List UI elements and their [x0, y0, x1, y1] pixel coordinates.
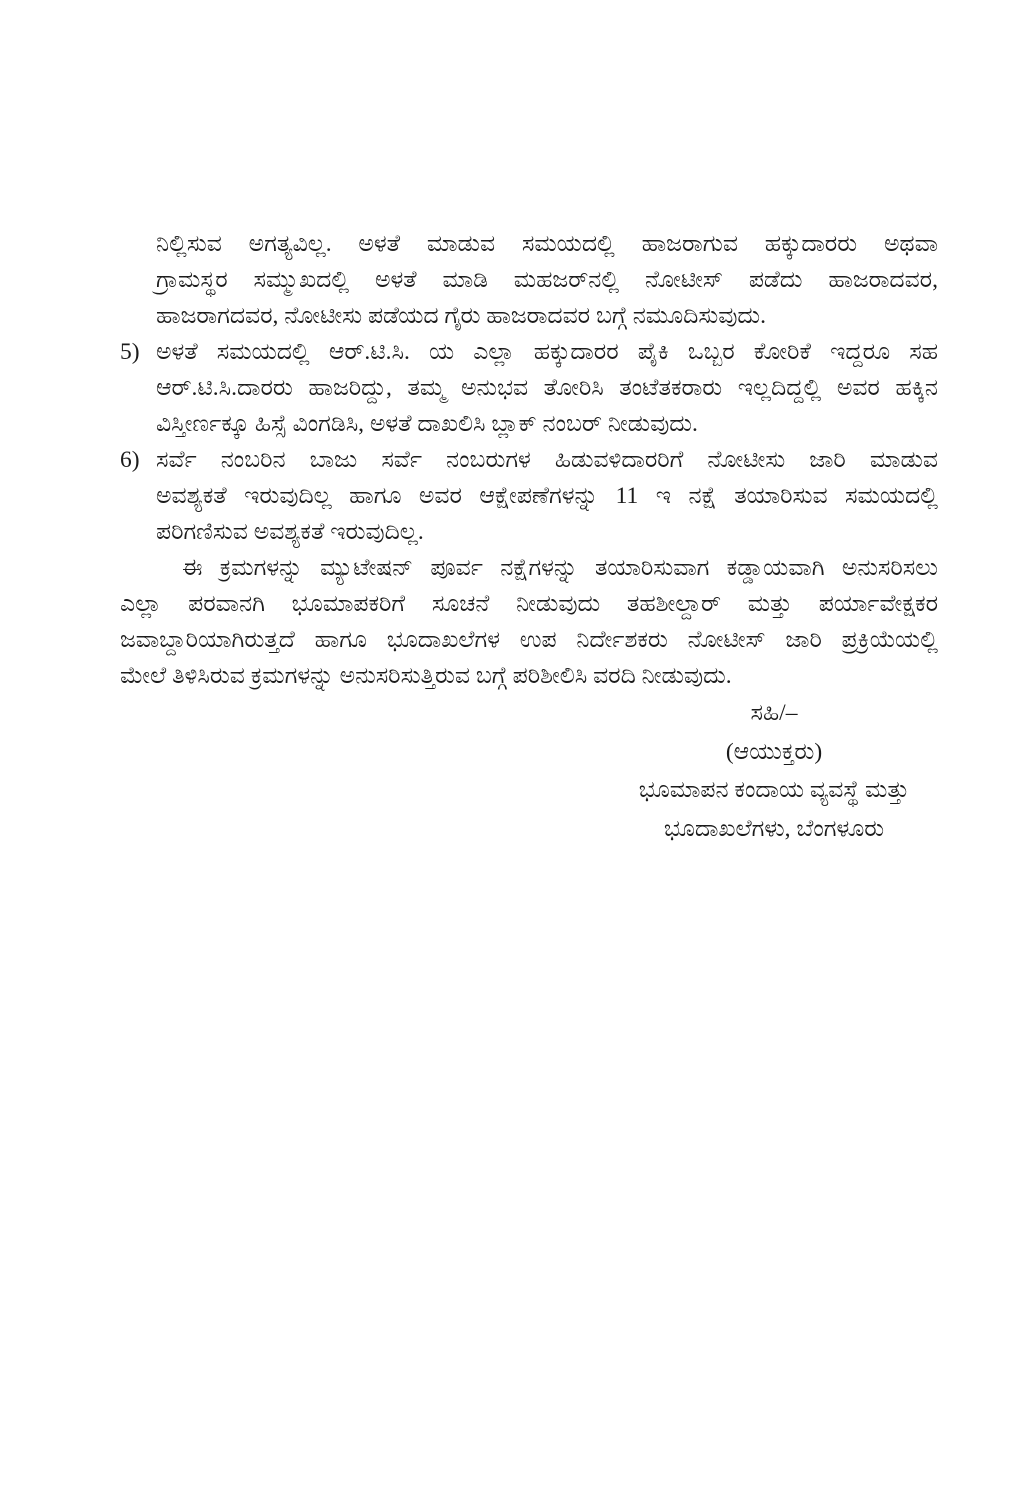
- text-line: ಪರಿಗಣಿಸುವ ಅವಶ್ಯಕತೆ ಇರುವುದಿಲ್ಲ.: [156, 519, 424, 545]
- item-4-continuation: [120, 226, 938, 334]
- text-line: ವಿಸ್ತೀರ್ಣಕ್ಕೂ ಹಿಸ್ಸೆ ವಿಂಗಡಿಸಿ, ಅಳತೆ ದಾಖಲಿಸಿ ಬ್ಲಾಕ್ ನಂಬರ್ ನೀಡುವುದು.: [156, 411, 698, 437]
- signature-block: [606, 694, 942, 848]
- list-item-6-number: 6): [120, 447, 140, 473]
- signatory-designation: (ಆಯುಕ್ತರು): [725, 738, 823, 765]
- text-line: ಎಲ್ಲಾ ಪರವಾನಗಿ ಭೂಮಾಪಕರಿಗೆ ಸೂಚನೆ ನೀಡುವುದು ತಹಶೀಲ್ದಾರ್ ಮತ್ತು ಪರ್ಯಾವೇಕ್ಷಕರ: [120, 591, 938, 617]
- text-line: ಸರ್ವೆ ನಂಬರಿನ ಬಾಜು ಸರ್ವೆ ನಂಬರುಗಳ ಹಿಡುವಳಿದಾರರಿಗೆ ನೋಟೀಸು ಜಾರಿ ಮಾಡುವ: [156, 447, 938, 473]
- list-item-5-number: 5): [120, 339, 140, 365]
- text-line: ಈ ಕ್ರಮಗಳನ್ನು ಮ್ಯುಟೇಷನ್ ಪೂರ್ವ ನಕ್ಷೆಗಳನ್ನು ತಯಾರಿಸುವಾಗ ಕಡ್ಡಾಯವಾಗಿ ಅನುಸರಿಸಲು: [182, 555, 938, 581]
- signatory-office-line1: ಭೂಮಾಪನ ಕಂದಾಯ ವ್ಯವಸ್ಥೆ ಮತ್ತು: [638, 777, 910, 803]
- text-line: ಆರ್.ಟಿ.ಸಿ.ದಾರರು ಹಾಜರಿದ್ದು, ತಮ್ಮ ಅನುಭವ ತೋರಿಸಿ ತಂಟೆತಕರಾರು ಇಲ್ಲದಿದ್ದಲ್ಲಿ ಅವರ ಹಕ್ಕಿನ: [156, 375, 938, 401]
- signatory-office-line2: ಭೂದಾಖಲೆಗಳು, ಬೆಂಗಳೂರು: [663, 815, 885, 842]
- text-line: ಅಳತೆ ಸಮಯದಲ್ಲಿ ಆರ್.ಟಿ.ಸಿ. ಯ ಎಲ್ಲಾ ಹಕ್ಕುದಾರರ ಪೈಕಿ ಒಬ್ಬರ ಕೋರಿಕೆ ಇದ್ದರೂ ಸಹ: [156, 339, 938, 365]
- closing-paragraph: [120, 550, 938, 694]
- document-body: [120, 226, 938, 694]
- list-item-5: [120, 334, 938, 442]
- text-line: ನಿಲ್ಲಿಸುವ ಅಗತ್ಯವಿಲ್ಲ. ಅಳತೆ ಮಾಡುವ ಸಮಯದಲ್ಲಿ ಹಾಜರಾಗುವ ಹಕ್ಕುದಾರರು ಅಥವಾ: [156, 231, 938, 257]
- text-line: ಹಾಜರಾಗದವರ, ನೋಟೀಸು ಪಡೆಯದ ಗೈರು ಹಾಜರಾದವರ ಬಗ್ಗೆ ನಮೂದಿಸುವುದು.: [156, 303, 766, 329]
- text-line: ಮೇಲೆ ತಿಳಿಸಿರುವ ಕ್ರಮಗಳನ್ನು ಅನುಸರಿಸುತ್ತಿರುವ ಬಗ್ಗೆ ಪರಿಶೀಲಿಸಿ ವರದಿ ನೀಡುವುದು.: [120, 663, 732, 689]
- text-line: ಜವಾಬ್ದಾರಿಯಾಗಿರುತ್ತದೆ ಹಾಗೂ ಭೂದಾಖಲೆಗಳ ಉಪ ನಿರ್ದೇಶಕರು ನೋಟೀಸ್ ಜಾರಿ ಪ್ರಕ್ರಿಯೆಯಲ್ಲಿ: [120, 627, 938, 653]
- signed-label: ಸಹಿ/–: [750, 700, 798, 726]
- text-line: ಅವಶ್ಯಕತೆ ಇರುವುದಿಲ್ಲ ಹಾಗೂ ಅವರ ಆಕ್ಷೇಪಣೆಗಳನ್ನು 11 ಇ ನಕ್ಷೆ ತಯಾರಿಸುವ ಸಮಯದಲ್ಲಿ: [156, 483, 938, 509]
- list-item-6: [120, 442, 938, 550]
- text-line: ಗ್ರಾಮಸ್ಥರ ಸಮ್ಮುಖದಲ್ಲಿ ಅಳತೆ ಮಾಡಿ ಮಹಜರ್‌ನಲ್ಲಿ ನೋಟೀಸ್ ಪಡೆದು ಹಾಜರಾದವರ,: [156, 267, 938, 293]
